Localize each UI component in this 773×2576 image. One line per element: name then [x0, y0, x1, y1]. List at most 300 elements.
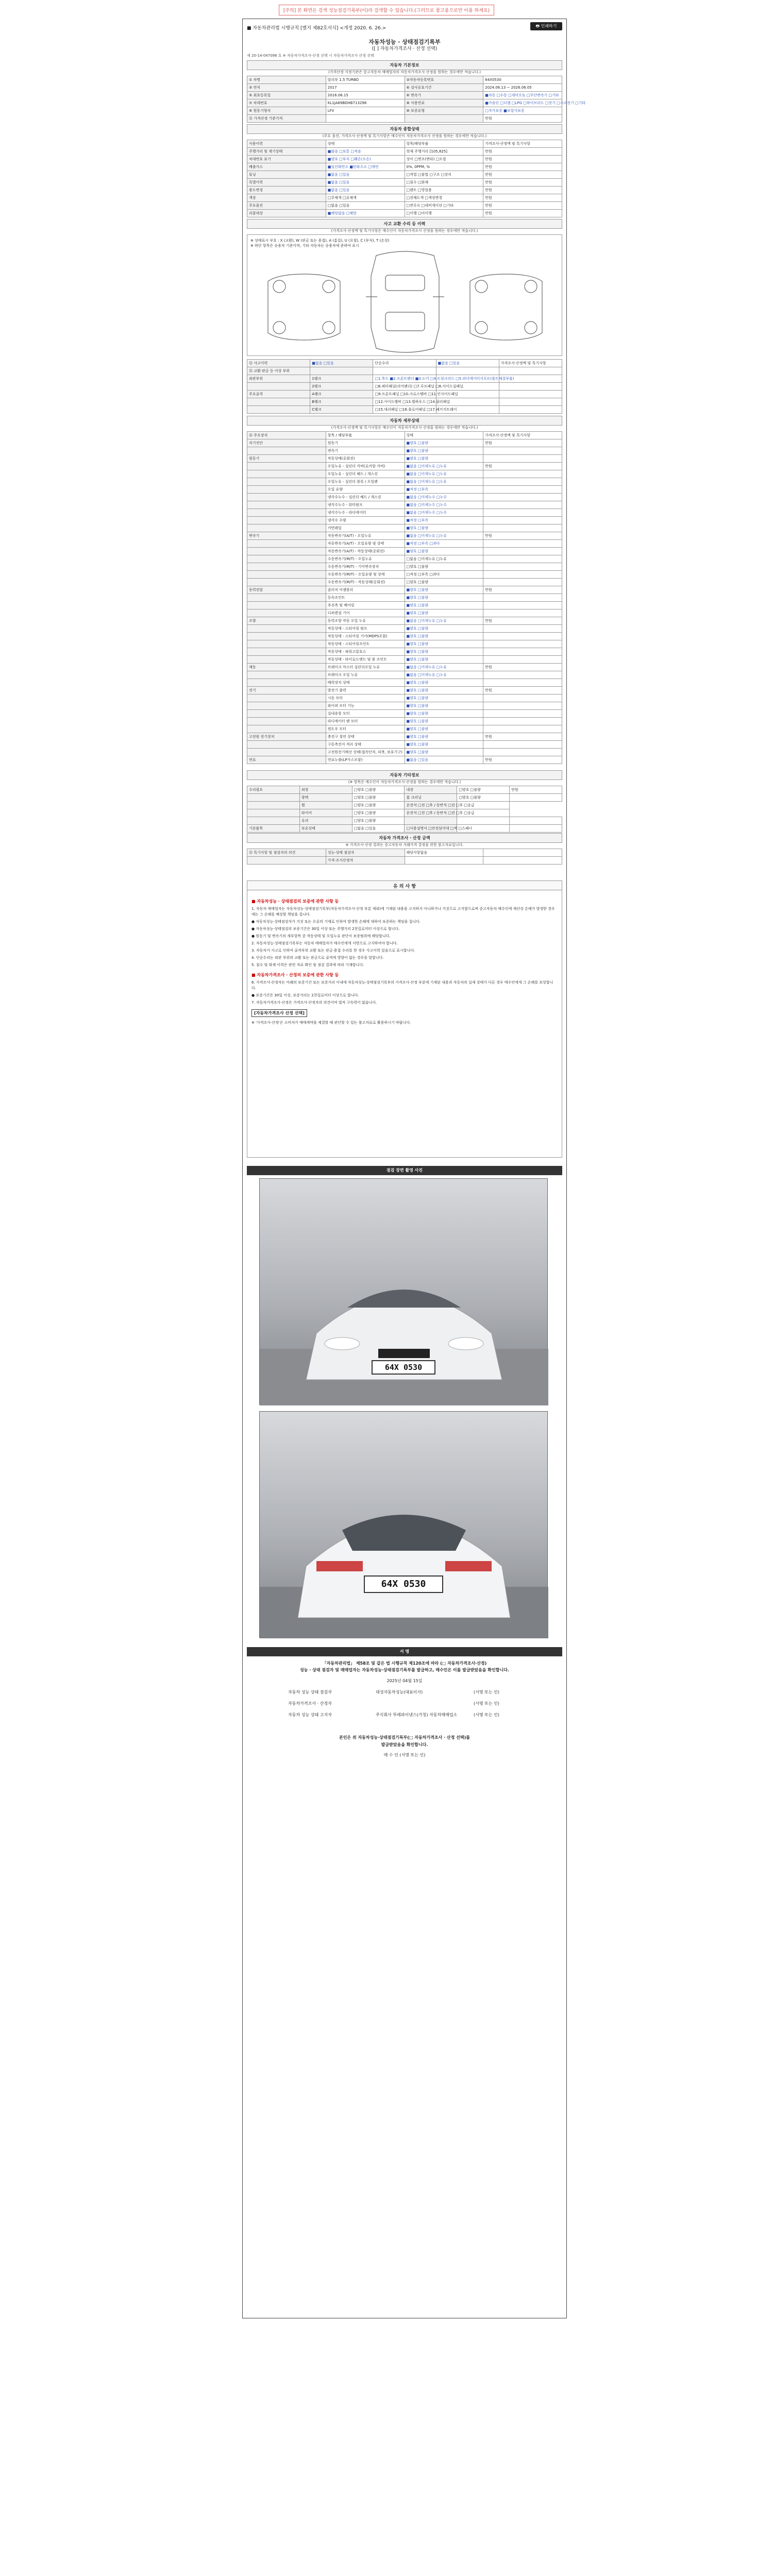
other-row-cell: [510, 817, 562, 825]
detail-row: [247, 656, 562, 664]
detail-row-cell: 오일누유 - 실린더 헤드 / 개스킷: [326, 470, 405, 478]
state-row-cell: 만원: [483, 187, 562, 194]
repair-row-cell: □9.프론트패널 □10.크로스멤버 □11.인사이드패널: [373, 391, 436, 398]
state-row-cell: 용도변경: [247, 187, 326, 194]
repair-row: [247, 367, 562, 375]
footer-line-1: 본인은 위 자동차성능·상태점검기록부(□ 자동차가격조사 · 산정 선택)를: [339, 1735, 470, 1740]
photos-band: 점검 장면 촬영 사진: [247, 1166, 562, 1175]
other-row-cell: 기본품목: [247, 825, 300, 833]
detail-row: [247, 509, 562, 517]
detail-row-cell: ■없음 □미세누유 □누유: [405, 478, 483, 486]
notes-paragraph: 1. 자동차 매매업자는 자동차성능·상태점검기록부(자동차가격조사·산정 부분 제외)에 기재된 내용을 고지하지 아니하거나 거짓으로 고지함으로써 중고자동차 매수인에 재산상 손해가 발생한 경우에는 그 손해를 배상할 책임을 집니다.: [251, 907, 555, 917]
repair-row: [247, 383, 562, 391]
other-row-cell: [510, 794, 562, 802]
detail-row-cell: [483, 555, 562, 563]
detail-row: [247, 671, 562, 679]
detail-row-cell: 브레이크 마스터 실린더오일 누유: [326, 664, 405, 671]
basic-row-cell: 말리부 1.5 TURBO: [326, 76, 405, 84]
detail-row-cell: [247, 540, 326, 548]
detail-row-cell: [247, 555, 326, 563]
other-row: [247, 802, 562, 809]
detail-row-cell: 수동변속기(M/T) - 기어변속장치: [326, 563, 405, 571]
state-row-cell: ■없음 □있음: [326, 171, 405, 179]
basic-row-cell: □자가보증 ■보험사보증: [483, 107, 562, 115]
rear-car-shape: [260, 1412, 548, 1638]
other-row-cell: □양호 □불량: [457, 794, 510, 802]
legend-line-2: ※ 하단 항목은 승용차 기준이며, 기타 자동차는 승용차에 준하여 표시: [250, 244, 359, 248]
other-row-cell: □양호 □불량: [457, 786, 510, 794]
detail-row-cell: [247, 509, 326, 517]
remarks-row-cell: 해당사항없음: [405, 849, 483, 857]
detail-row-cell: 시동 모터: [326, 694, 405, 702]
legend-line-1: ※ 상태표시 부호 : X (교환), W (판금 또는 용접), A (흠집), U (요철), C (부식), T (손상): [250, 239, 390, 243]
other-row-cell: 운전석 □전 □후 / 동반석 □전 □후 □응급: [405, 809, 457, 817]
detail-row-cell: [247, 718, 326, 725]
detail-row-cell: [483, 494, 562, 501]
detail-row-cell: 변속기: [247, 532, 326, 540]
notes-paragraph: ● 원동기 및 변속기의 세부항목 중 작동상태 및 오일누유 판단이 보증범위에 해당합니다.: [251, 934, 391, 938]
state-row-cell: ■없음 □있음: [326, 187, 405, 194]
detail-row-cell: ■양호 □불량: [405, 725, 483, 733]
state-row-cell: 차대번호 표기: [247, 156, 326, 163]
state-row-cell: ■해당없음 □해당: [326, 210, 405, 217]
detail-row-cell: [483, 718, 562, 725]
detail-row: [247, 501, 562, 509]
detail-row-cell: [247, 633, 326, 640]
detail-row-cell: ■양호 □불량: [405, 718, 483, 725]
state-row-cell: ■없음 □있음: [326, 179, 405, 187]
detail-row-cell: 만원: [483, 664, 562, 671]
basic-row: [247, 107, 562, 115]
detail-row-cell: 오일 유량: [326, 486, 405, 494]
basic-info-band: 자동차 기본정보: [247, 60, 562, 70]
state-row-cell: 상태: [326, 140, 405, 148]
inspector-sign: (서명 또는 인): [474, 1690, 499, 1694]
print-button[interactable]: [530, 22, 562, 30]
repair-row-cell: [499, 391, 562, 398]
detail-row-cell: 냉각수누수 - 워터펌프: [326, 501, 405, 509]
detail-row: [247, 725, 562, 733]
notes-paragraph: ● 보증기간은 30일 이상, 보증거리는 2천킬로미터 이상으로 합니다.: [251, 993, 359, 997]
detail-row-cell: 실내송풍 모터: [326, 710, 405, 718]
detail-row: [247, 532, 562, 540]
state-row-cell: □전체도색 □색상변경: [405, 194, 483, 202]
detail-row-cell: [483, 609, 562, 617]
repair-row-cell: [373, 367, 436, 375]
repair-row-cell: ⑬ 교환·판금 등 이상 부위: [247, 367, 310, 375]
other-row-cell: [247, 794, 300, 802]
state-row-cell: ■양호 □부식 □훼손(오손): [326, 156, 405, 163]
detail-table: [247, 431, 562, 764]
state-row-cell: 색상: [247, 194, 326, 202]
repair-row-cell: B랭크: [310, 398, 373, 406]
detail-row-cell: [247, 470, 326, 478]
state-row-cell: 만원: [483, 179, 562, 187]
repair-row: [247, 375, 562, 383]
repair-row-cell: □12.사이드멤버 □13.휠하우스 □14.필러패널: [373, 398, 436, 406]
detail-row-cell: 항목 / 해당부품: [326, 432, 405, 439]
basic-row: [247, 115, 562, 123]
detail-row-cell: 와이퍼 모터 기능: [326, 702, 405, 710]
dealer-label: 자동차 성능 상태 고지자: [288, 1713, 332, 1717]
detail-row: [247, 447, 562, 455]
basic-row-cell: 64X0530: [483, 76, 562, 84]
repair-row-cell: ■없음 □있음: [436, 360, 499, 367]
detail-row-cell: ■양호 □불량: [405, 710, 483, 718]
detail-row-cell: 동력조향 작동 오일 누유: [326, 617, 405, 625]
other-row-cell: 휠: [299, 802, 352, 809]
detail-row-cell: [483, 517, 562, 524]
detail-row-cell: [247, 563, 326, 571]
accident-note: (가격조사·산정액 및 특기사항은 매수인이 자동차가격조사 산정을 원하는 경우에만 적습니다.): [331, 229, 478, 233]
detail-row-cell: [247, 725, 326, 733]
detail-row-cell: ■양호 □불량: [405, 594, 483, 602]
basic-row: [247, 99, 562, 107]
detail-row-cell: 연료누출(LP가스포함): [326, 756, 405, 764]
detail-row-cell: [247, 486, 326, 494]
detail-row-cell: 브레이크 오일 누유: [326, 671, 405, 679]
detail-row: [247, 749, 562, 756]
detail-row-cell: ■없음 □미세누수 □누수: [405, 494, 483, 501]
detail-row: [247, 540, 562, 548]
signature-intro-1: 「자동차관리법」 제58조 및 같은 법 시행규칙 제120조에 따라 (□ 자동차가격조사·산정): [322, 1661, 487, 1666]
detail-row-cell: [483, 447, 562, 455]
detail-row-cell: ■없음 □미세누유 □누유: [405, 664, 483, 671]
notes-paragraph: ● 자동차성능·상태점검의 보증기간은 30일 이상 또는 주행거리 2천킬로미터 이상으로 합니다.: [251, 927, 400, 931]
state-row-cell: 만원: [483, 202, 562, 210]
other-row-cell: 운전석 □전 □후 / 동반석 □전 □후 □응급: [405, 802, 457, 809]
detail-row-cell: 작동상태 - 스티어링 기어(MDPS포함): [326, 633, 405, 640]
detail-row-cell: [247, 478, 326, 486]
detail-note: (가격조사·산정액 및 특기사항은 매수인이 자동차가격조사 산정을 원하는 경우에만 적습니다.): [331, 426, 478, 430]
repair-row-cell: [499, 406, 562, 414]
dealer-value: 주식회사 뚜레파이낸스(가칭) 자동차매매업소: [376, 1713, 458, 1717]
basic-row-cell: [405, 115, 483, 123]
detail-row-cell: [483, 741, 562, 749]
repair-row: [247, 360, 562, 367]
notes-section-3-title: [자동차가격조사 산정 선택]: [251, 1009, 307, 1017]
detail-row-cell: [483, 694, 562, 702]
state-row-cell: □렌트 □영업용: [405, 187, 483, 194]
detail-row-cell: ■적정 □부족 □과다: [405, 540, 483, 548]
detail-row-cell: [483, 486, 562, 494]
detail-row-cell: ■양호 □불량: [405, 625, 483, 633]
detail-band: 자동차 세부상태: [247, 416, 562, 426]
detail-row-cell: [483, 594, 562, 602]
detail-row-cell: [247, 548, 326, 555]
basic-row-cell: ④ 검사유효기간: [405, 84, 483, 92]
detail-row: [247, 455, 562, 463]
detail-row-cell: □적정 □부족 □과다: [405, 571, 483, 579]
state-row-cell: □없음 □있음: [326, 202, 405, 210]
detail-row: [247, 524, 562, 532]
detail-row-cell: 제동: [247, 664, 326, 671]
repair-row-cell: A랭크: [310, 391, 373, 398]
doc-title: 자동차성능 · 상태점검기록부: [368, 39, 441, 45]
detail-row-cell: 만원: [483, 439, 562, 447]
basic-row-cell: ②자동차등록번호: [405, 76, 483, 84]
detail-row-cell: 수동변속기(M/T) - 오일유량 및 상태: [326, 571, 405, 579]
detail-row: [247, 648, 562, 656]
repair-row-cell: 주요골격: [247, 391, 310, 398]
detail-row: [247, 486, 562, 494]
state-row: [247, 179, 562, 187]
detail-row: [247, 548, 562, 555]
detail-row-cell: [247, 656, 326, 664]
remarks-row: [247, 849, 562, 857]
state-row-cell: 주행거리 및 계기상태: [247, 148, 326, 156]
detail-row-cell: [483, 671, 562, 679]
detail-row-cell: [483, 579, 562, 586]
other-row-cell: [405, 817, 457, 825]
state-row-cell: 만원: [483, 163, 562, 171]
detail-row-cell: 만원: [483, 586, 562, 594]
other-row: [247, 817, 562, 825]
basic-row-cell: ③ 연식: [247, 84, 326, 92]
detail-row: [247, 694, 562, 702]
detail-row: [247, 633, 562, 640]
detail-row-cell: ■양호 □불량: [405, 733, 483, 741]
remarks-row: [247, 857, 562, 865]
detail-row-cell: [247, 602, 326, 609]
detail-row-cell: ■양호 □불량: [405, 633, 483, 640]
signature-date: 2025년 04월 15일: [386, 1679, 423, 1683]
state-row: [247, 210, 562, 217]
detail-row: [247, 579, 562, 586]
detail-row-cell: [247, 501, 326, 509]
other-band: 자동차 기타정보: [247, 770, 562, 780]
repair-row-cell: [499, 398, 562, 406]
notes-header: 유 의 사 항: [247, 880, 562, 891]
basic-row-cell: ① 차명: [247, 76, 326, 84]
detail-row-cell: [483, 509, 562, 517]
detail-row-cell: 상태: [405, 432, 483, 439]
inspector-label: 자동차 성능 상태 점검자: [288, 1690, 332, 1694]
detail-row-cell: 냉각수누수 - 라디에이터: [326, 509, 405, 517]
detail-row-cell: [483, 455, 562, 463]
detail-row-cell: 고전원전기배선 상태(접속단자, 피복, 보호기구): [326, 749, 405, 756]
detail-row-cell: [247, 494, 326, 501]
basic-row-cell: ■가솔린 □디젤 □LPG □하이브리드 □전기 □수소전기 □기타: [483, 99, 562, 107]
detail-row-cell: 냉각수누수 - 실린더 헤드 / 개스킷: [326, 494, 405, 501]
detail-row: [247, 625, 562, 633]
detail-row-cell: [483, 548, 562, 555]
detail-row-cell: [483, 470, 562, 478]
detail-row-cell: [247, 648, 326, 656]
detail-row-cell: [483, 524, 562, 532]
state-row-cell: 만원: [483, 194, 562, 202]
detail-row-cell: 클러치 어셈블리: [326, 586, 405, 594]
signature-block: [247, 1660, 562, 1764]
state-row-cell: □무채색 □유채색: [326, 194, 405, 202]
detail-row-cell: 냉각수 수량: [326, 517, 405, 524]
other-row-cell: 타이어: [299, 809, 352, 817]
detail-row-cell: 원동기: [247, 455, 326, 463]
state-row-cell: ■일산화탄소 ■탄화수소 □매연: [326, 163, 405, 171]
state-row-cell: 주요옵션: [247, 202, 326, 210]
state-row-cell: 튜닝: [247, 171, 326, 179]
detail-row-cell: [247, 640, 326, 648]
dealer-sign: (서명 또는 인): [474, 1713, 499, 1717]
state-row-cell: 만원: [483, 210, 562, 217]
repair-row-cell: ■없음 □있음: [310, 360, 373, 367]
state-row: [247, 194, 562, 202]
other-row-cell: [247, 817, 300, 825]
notes-section-1: [251, 906, 558, 968]
remarks-row-cell: ⑮ 특기사항 및 점검자의 의견: [247, 849, 326, 857]
other-row-cell: □양호 □불량: [352, 802, 405, 809]
notes-box: [247, 890, 562, 1158]
repair-row: [247, 398, 562, 406]
basic-row: [247, 76, 562, 84]
notice-banner: [221, 4, 552, 15]
detail-row-cell: 디퍼렌셜 기어: [326, 609, 405, 617]
remarks-row-cell: 성능·상태 점검자: [326, 849, 405, 857]
detail-row-cell: ■양호 □불량: [405, 609, 483, 617]
detail-row-cell: [247, 671, 326, 679]
other-row-cell: [247, 809, 300, 817]
detail-row-cell: [247, 702, 326, 710]
detail-row-cell: 구동축전지 격리 상태: [326, 741, 405, 749]
rear-photo: [259, 1411, 548, 1638]
detail-row-cell: ■양호 □불량: [405, 648, 483, 656]
repair-row-cell: 1랭크: [310, 375, 373, 383]
state-note: (주요 옵션, 가격조사·산정액 및 특기사항은 매수인이 자동차가격조사 산정을 원하는 경우에만 적습니다.): [322, 134, 487, 138]
detail-row: [247, 432, 562, 439]
car-diagram: [247, 234, 562, 356]
detail-row-cell: [483, 648, 562, 656]
basic-row-cell: ⑤ 최초등록일: [247, 92, 326, 99]
detail-row-cell: ■없음 □미세누수 □누수: [405, 509, 483, 517]
state-row-cell: □적법 □불법 □구조 □장치: [405, 171, 483, 179]
detail-row-cell: ■없음 □미세누유 □누유: [405, 671, 483, 679]
repair-row-cell: [499, 367, 562, 375]
remarks-row-cell: 가격·조사산정자: [326, 857, 405, 865]
detail-row-cell: ■양호 □불량: [405, 602, 483, 609]
notes-paragraph: 4. 단순수리는 외판 부위의 교환 또는 판금으로 골격에 영향이 없는 경우를 말합니다.: [251, 956, 384, 960]
doc-number: 제 20-14-047096 호 ※ 자동차가격조사·산정 선택 시 자동차가격조사 산정 선택: [247, 54, 374, 58]
state-row-cell: 특별이력: [247, 179, 326, 187]
detail-row: [247, 439, 562, 447]
other-row-cell: [247, 802, 300, 809]
basic-row: [247, 92, 562, 99]
detail-row: [247, 586, 562, 594]
state-band: 자동차 종합상태: [247, 124, 562, 134]
detail-row-cell: ■양호 □불량: [405, 524, 483, 532]
detail-row-cell: ■적정 □부족: [405, 486, 483, 494]
detail-row-cell: 만원: [483, 687, 562, 694]
detail-row-cell: 오일누유 - 실린더 블록 / 오일팬: [326, 478, 405, 486]
repair-row-cell: [436, 367, 499, 375]
detail-row-cell: [483, 640, 562, 648]
detail-row: [247, 718, 562, 725]
rear-plate: 64X 0530: [364, 1575, 443, 1593]
notes-section-2-title: ■ 자동차가격조사 · 산정의 보증에 관한 사항 등: [251, 973, 339, 977]
state-row-cell: 0%, 0PPM, %: [405, 163, 483, 171]
detail-row-cell: □없음 □미세누유 □누유: [405, 555, 483, 563]
detail-row-cell: 작동상태 - 스티어링조인트: [326, 640, 405, 648]
state-row: [247, 202, 562, 210]
detail-row-cell: [247, 694, 326, 702]
form-label: ■ 자동차관리법 시행규칙 [별지 제82호서식] <개정 2020. 6. 26.>: [247, 26, 386, 31]
detail-row-cell: 만원: [483, 532, 562, 540]
remarks-table: [247, 849, 562, 865]
repair-row-cell: □15.대쉬패널 □16.플로어패널 □17.패키지트레이: [373, 406, 436, 414]
price-band: 자동차 가격조사 · 산정 금액: [247, 833, 562, 843]
detail-row-cell: 작동상태 - 스티어링 펌프: [326, 625, 405, 633]
detail-row: [247, 733, 562, 741]
detail-row: [247, 617, 562, 625]
state-row: [247, 163, 562, 171]
detail-row-cell: [247, 710, 326, 718]
detail-row-cell: 배력장치 상태: [326, 679, 405, 687]
footer-line-3: 매 수 인 (서명 또는 인): [383, 1753, 426, 1757]
other-row-cell: □없음 □있음: [352, 825, 405, 833]
detail-row-cell: [247, 741, 326, 749]
detail-row-cell: 자기진단: [247, 439, 326, 447]
doc-subtitle: ([ ] 자동차가격조사 · 산정 선택): [372, 46, 438, 52]
detail-row: [247, 664, 562, 671]
notes-paragraph: 3. 자동차가 사고로 인하여 골격부위 교환 또는 판금·용접 수리를 한 경우 사고이력 있음으로 표시합니다.: [251, 948, 415, 953]
detail-row-cell: 만원: [483, 733, 562, 741]
basic-row-cell: ⑦ 차대번호: [247, 99, 326, 107]
sheet-header: [245, 21, 564, 32]
detail-row-cell: 작동상태 - 파워고압호스: [326, 648, 405, 656]
detail-row-cell: [483, 633, 562, 640]
notes-paragraph: 2. 자동차성능·상태점검기록부는 자동차 매매업자가 매수인에게 서면으로 고지하여야 합니다.: [251, 941, 398, 945]
repair-row-cell: 2랭크: [310, 383, 373, 391]
basic-row-cell: ⑧ 사용연료: [405, 99, 483, 107]
state-row-cell: 사용이력: [247, 140, 326, 148]
pricer-label: 자동차가격조사 · 산정자: [288, 1701, 332, 1706]
other-row: [247, 809, 562, 817]
basic-info-note: (가격산정 지정기관은 중고자동차 매매업자의 자동차가격조사 산정을 원하는 경우에만 적습니다.): [328, 70, 481, 74]
state-row-cell: 현재 주행거리 [105,825]: [405, 148, 483, 156]
detail-row-cell: [247, 579, 326, 586]
detail-row-cell: 윈도우 모터: [326, 725, 405, 733]
detail-row: [247, 756, 562, 764]
detail-row-cell: 변속기: [326, 447, 405, 455]
detail-row-cell: ■양호 □불량: [405, 439, 483, 447]
state-row-cell: 상이 □변조(변타) □도말: [405, 156, 483, 163]
detail-row: [247, 710, 562, 718]
detail-row-cell: ■없음 □미세누수 □누수: [405, 501, 483, 509]
detail-row-cell: 라디에이터 팬 모터: [326, 718, 405, 725]
detail-row-cell: [247, 609, 326, 617]
notes-section-3: ※ '가격조사·산정'은 소비자가 매매계약을 체결할 때 판단할 수 있는 참고자료로 활용하시기 바랍니다.: [251, 1021, 411, 1025]
detail-row-cell: ■양호 □불량: [405, 455, 483, 463]
detail-row-cell: 자동변속기(A/T) - 작동상태(공회전): [326, 548, 405, 555]
notes-section-2: [251, 980, 558, 1006]
front-plate: 64X 0530: [372, 1360, 435, 1375]
detail-row-cell: ■없음 □미세누유 □누유: [405, 463, 483, 470]
detail-row-cell: ■적정 □부족: [405, 517, 483, 524]
detail-row-cell: 동력전달: [247, 586, 326, 594]
detail-row-cell: ■양호 □불량: [405, 548, 483, 555]
repair-row-cell: ⑫ 사고이력: [247, 360, 310, 367]
other-row: [247, 786, 562, 794]
printer-icon: 🖶: [535, 24, 541, 28]
notes-section-1-title: ■ 자동차성능 · 상태점검의 보증에 관한 사항 등: [251, 899, 339, 904]
detail-row-cell: ■없음 □미세누유 □누유: [405, 532, 483, 540]
detail-row: [247, 602, 562, 609]
detail-row-cell: 가격조사·산정액 및 특기사항: [483, 432, 562, 439]
detail-row-cell: [483, 602, 562, 609]
detail-row-cell: [247, 679, 326, 687]
detail-row-cell: [483, 749, 562, 756]
notes-paragraph: ● 자동차성능·상태점검자가 거짓 또는 오류의 기재로 인하여 발생한 손해에 대하여 보증하는 책임을 집니다.: [251, 920, 421, 924]
detail-row-cell: 커먼레일: [326, 524, 405, 532]
